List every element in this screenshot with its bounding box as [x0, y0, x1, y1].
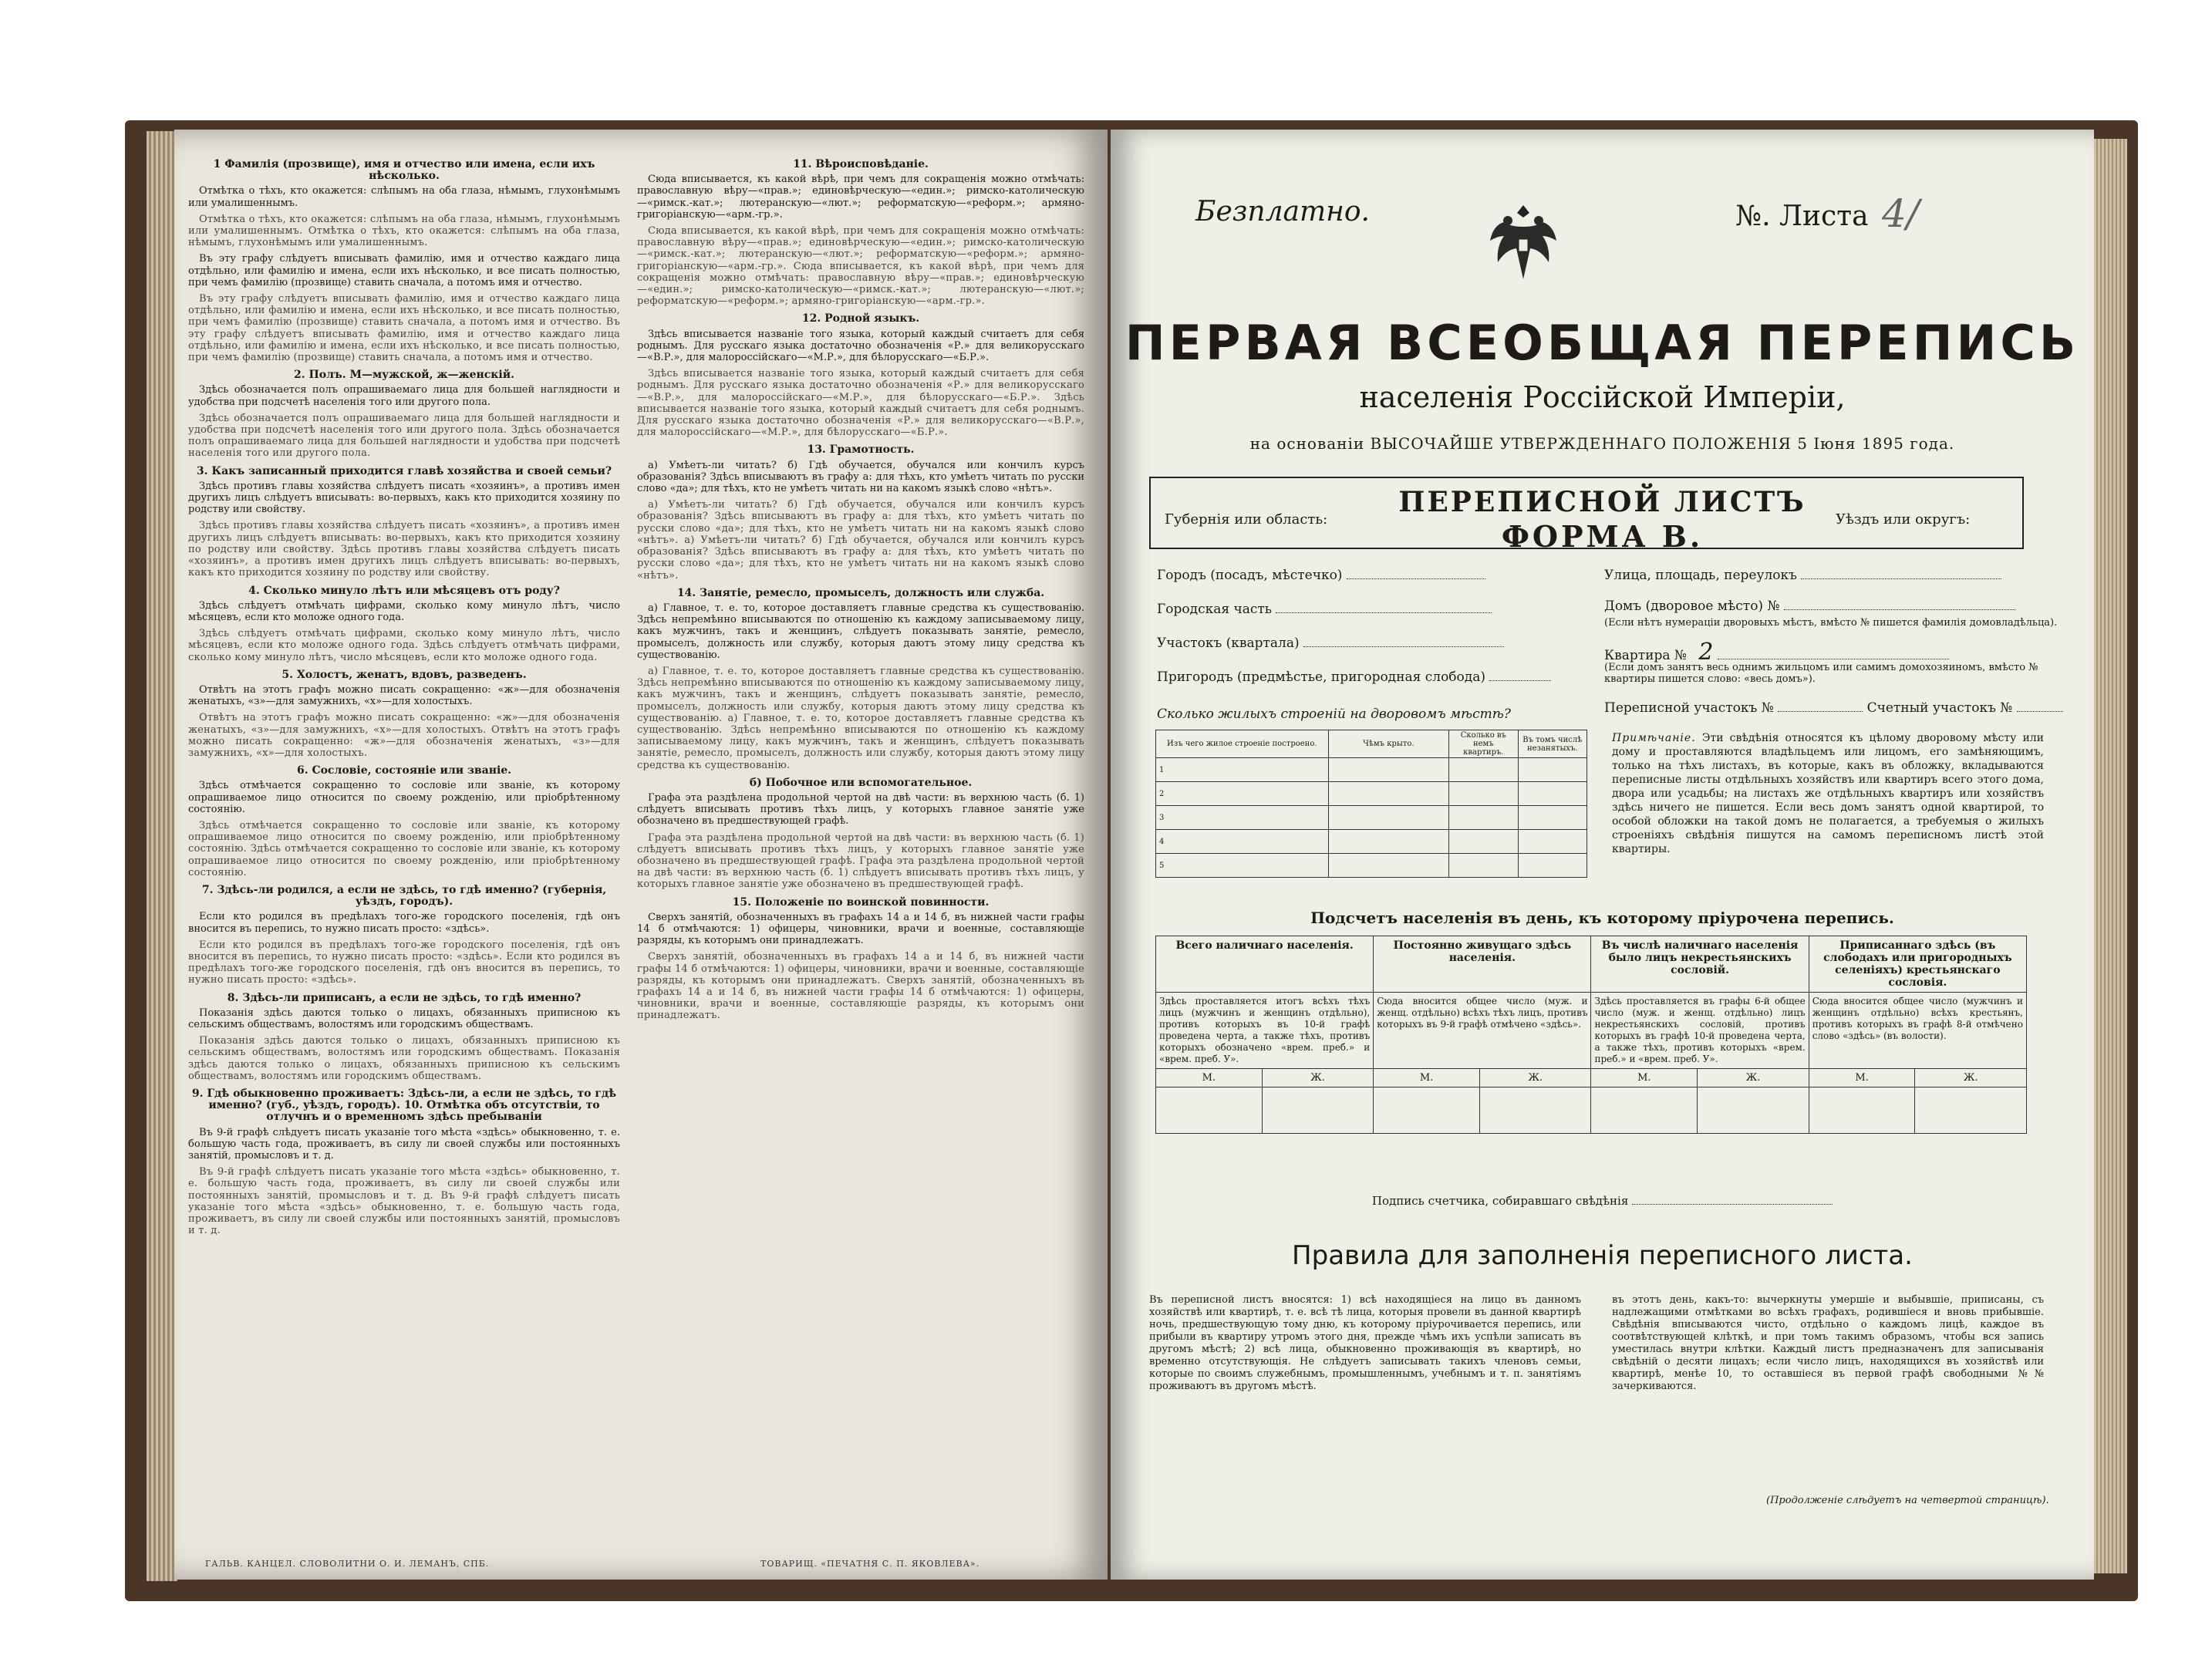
col1-heading: 5. Холостъ, женатъ, вдовъ, разведенъ.	[282, 668, 527, 681]
enumerator-signature: Подпись счетчика, собиравшаго свѣдѣнія	[1111, 1194, 2094, 1208]
table-cell	[1262, 1087, 1374, 1134]
col1-paragraph: Здѣсь противъ главы хозяйства слѣдуетъ писать «хозяинъ», а противъ имен другихъ лицъ слѣдуетъ вписывать: во-первыхъ, какъ кто приходится хозяину по родству или свойству.	[188, 480, 620, 516]
free-label: Безплатно.	[1195, 196, 1370, 228]
gubernia-label: Губернія или область:	[1165, 511, 1328, 528]
note-title: Примѣчаніе.	[1612, 732, 1696, 744]
table1-header: Изъ чего жилое строеніе построено.	[1156, 730, 1329, 758]
col1-paragraph-continued: Отмѣтка о тѣхъ, кто окажется: слѣпымъ на оба глаза, нѣмымъ, глухонѣмымъ или умалишеннымъ. Отмѣтка о тѣхъ, кто окажется: слѣпымъ на оба глаза, нѣмымъ, глухонѣмымъ или умалишеннымъ.	[188, 213, 620, 249]
right-page	[1111, 130, 2094, 1580]
table-cell	[1698, 1087, 1809, 1134]
table-cell	[1518, 782, 1587, 806]
table-cell	[1449, 758, 1518, 782]
col1-paragraph: Здѣсь слѣдуетъ отмѣчать цифрами, сколько кому минуло лѣтъ, число мѣсяцевъ, если кто моложе одного года.	[188, 599, 620, 623]
row-number: 3	[1156, 806, 1329, 830]
col2-paragraph: Сверхъ занятій, обозначенныхъ въ графахъ 14 а и 14 б, въ нижней части графы 14 б отмѣчаются: 1) офицеры, чиновники, врачи и военные, составляющіе разряды, къ которымъ они принадлежатъ.	[637, 911, 1084, 947]
row-number: 4	[1156, 830, 1329, 854]
instructions-column-2	[637, 153, 1084, 1518]
col2-paragraph: Графа эта раздѣлена продольной чертой на двѣ части: въ верхнюю часть (б. 1) слѣдуетъ вписывать противъ тѣхъ лицъ, у которыхъ главное занятіе уже обозначено въ предшествующей графѣ.	[637, 791, 1084, 828]
col1-heading: 1 Фамилія (прозвище), имя и отчество или имена, если ихъ нѣсколько.	[213, 158, 595, 183]
printer-imprint-right: ТОВАРИЩ. «ПЕЧАТНЯ С. П. ЯКОВЛЕВА».	[760, 1559, 980, 1569]
table2-header: Приписаннаго здѣсь (въ слободахъ или пригородныхъ селеніяхъ) крестьянскаго сословія.	[1809, 936, 2026, 993]
table-cell	[1328, 758, 1449, 782]
col1-paragraph-continued: Здѣсь противъ главы хозяйства слѣдуетъ писать «хозяинъ», а противъ имен другихъ лицъ слѣдуетъ вписывать: во-первыхъ, какъ кто приходится хозяину по родству или свойству. Здѣсь противъ главы хозяйства слѣдуетъ писать «хозяинъ», а противъ имен другихъ лицъ слѣдуетъ вписывать: во-первыхъ, какъ кто приходится хозяину по родству или свойству.	[188, 520, 620, 579]
col1-heading: 3. Какъ записанный приходится главѣ хозяйства и своей семьи?	[196, 464, 612, 477]
table2-description: Здѣсь проставляется въ графы 6-й общее число (муж. и женщ. отдѣльно) лицъ некрестьянскихъ сословій, противъ которыхъ въ графѣ 10-й проведена черта, а также тѣхъ, противъ которыхъ «врем. преб.» и «врем. преб. У».	[1591, 993, 1809, 1069]
col1-heading: 7. Здѣсь-ли родился, а если не здѣсь, то гдѣ именно? (губернія, уѣздъ, городъ).	[201, 883, 607, 909]
col2-paragraph-continued: Здѣсь вписывается названіе того языка, который каждый считаетъ для себя роднымъ. Для русскаго языка достаточно обозначенія «Р.» для великорусскаго—«В.Р.», для малороссійскаго—«М.Р.», для бѣлорусскаго—«Б.Р.». Здѣсь вписывается названіе того языка, который каждый считаетъ для себя роднымъ. Для русскаго языка достаточно обозначенія «Р.» для великорусскаго—«В.Р.», для малороссійскаго—«М.Р.», для бѣлорусскаго—«Б.Р.».	[637, 368, 1084, 439]
buildings-note	[1612, 731, 2044, 856]
form-letter: ФОРМА В.	[1501, 519, 1704, 554]
sex-male-header: М.	[1591, 1069, 1698, 1087]
table-cell	[1156, 1087, 1263, 1134]
sex-female-header: Ж.	[1262, 1069, 1374, 1087]
population-count-title: Подсчетъ населенія въ день, къ которому пріурочена перепись.	[1310, 909, 1894, 927]
table-cell	[1809, 1087, 1915, 1134]
col1-paragraph-continued: Показанія здѣсь даются только о лицахъ, обязанныхъ приписною къ сельскимъ обществамъ, волостямъ или городскимъ обществамъ. Показанія здѣсь даются только о лицахъ, обязанныхъ приписною къ сельскимъ обществамъ, волостямъ или городскимъ обществамъ.	[188, 1035, 620, 1082]
col2-paragraph-continued: Сверхъ занятій, обозначенныхъ въ графахъ 14 а и 14 б, въ нижней части графы 14 б отмѣчаются: 1) офицеры, чиновники, врачи и военные, составляющіе разряды, къ которымъ они принадлежатъ. Сверхъ занятій, обозначенныхъ въ графахъ 14 а и 14 б, въ нижней части графы 14 б отмѣчаются: 1) офицеры, чиновники, врачи и военные, составляющіе разряды, къ которымъ они принадлежатъ.	[637, 951, 1084, 1022]
table-row	[1156, 758, 1587, 782]
table-cell	[1479, 1087, 1591, 1134]
table-row	[1156, 782, 1587, 806]
page-subtitle: населенія Россійской Имперіи,	[1359, 380, 1846, 414]
house-note: (Если нѣтъ нумераціи дворовыхъ мѣстъ, вмѣсто № пишется фамилія домовладѣльца).	[1604, 617, 2058, 629]
col2-paragraph-continued: а) Главное, т. е. то, которое доставляетъ главные средства къ существованію. Здѣсь непремѣнно вписываются по отношенію къ каждому записываемому лицу, какъ мужчинъ, такъ и женщинъ, слѣдуетъ показывать занятіе, ремесло, промыселъ, должность или службу, которыя даютъ этому лицу средства къ существованію. а) Главное, т. е. то, которое доставляетъ главные средства къ существованію. Здѣсь непремѣнно вписываются по отношенію къ каждому записываемому лицу, какъ мужчинъ, такъ и женщинъ, слѣдуетъ показывать занятіе, ремесло, промыселъ, должность или службу, которыя даютъ этому лицу средства къ существованію.	[637, 665, 1084, 771]
rules-text-left: Въ переписной листъ вносятся: 1) всѣ находящіеся на лицо въ данномъ хозяйствѣ или квартирѣ, т. е. всѣ тѣ лица, которыя провели въ данной квартирѣ ночь, предшествующую тому дню, къ которому пріурочивается перепись, или прибыли въ квартиру утромъ этого дня, прежде чѣмъ ихъ успѣли записать въ другомъ мѣстѣ; 2) всѣ лица, обыкновенно проживающія въ квартирѣ, но временно отсутствующія. Не слѣдуетъ записывать такихъ членовъ семьи, которые по своимъ служебнымъ, промышленнымъ, учебнымъ и т. п. занятіямъ проживаютъ въ другомъ мѣстѣ.	[1149, 1294, 1581, 1392]
street-field: Улица, площадь, переулокъ	[1604, 568, 2067, 583]
table1-header: Въ томъ числѣ незанятыхъ.	[1518, 730, 1587, 758]
sex-female-header: Ж.	[1479, 1069, 1591, 1087]
row-number: 1	[1156, 758, 1329, 782]
population-count-table	[1155, 936, 2027, 1134]
col1-paragraph-continued: Въ эту графу слѣдуетъ вписывать фамилію, имя и отчество каждаго лица отдѣльно, или фамилію и имена, если ихъ нѣсколько, и все писать полностью, при чемъ фамилію (прозвище) ставить сначала, а потомъ имя и отчество. Въ эту графу слѣдуетъ вписывать фамилію, имя и отчество каждаго лица отдѣльно, или фамилію и имена, если ихъ нѣсколько, и все писать полностью, при чемъ фамилію (прозвище) ставить сначала, а потомъ имя и отчество.	[188, 293, 620, 364]
uezd-label: Уѣздъ или округъ:	[1836, 511, 1971, 528]
sex-male-header: М.	[1809, 1069, 1915, 1087]
table-cell	[1374, 1087, 1480, 1134]
table-cell	[1328, 782, 1449, 806]
col2-heading: 15. Положеніе по воинской повинности.	[732, 895, 990, 909]
table-row	[1156, 854, 1587, 878]
col2-heading: 12. Родной языкъ.	[801, 312, 920, 325]
col1-heading: 9. Гдѣ обыкновенно проживаетъ: Здѣсь-ли, а если не здѣсь, то гдѣ именно? (губ., уѣздъ, городъ). 10. Отмѣтка объ отсутствіи, то отлучнъ и о временномъ здѣсь пребываніи	[191, 1087, 617, 1124]
col1-paragraph-continued: Если кто родился въ предѣлахъ того-же городского поселенія, гдѣ онъ вносится въ перепись, то нужно писать просто: «здѣсь». Если кто родился въ предѣлахъ того-же городского поселенія, гдѣ онъ вносится въ перепись, то нужно писать просто: «здѣсь».	[188, 939, 620, 986]
census-district-field: Переписной участокъ № Счетный участокъ №	[1604, 700, 2082, 716]
col2-paragraph-continued: Графа эта раздѣлена продольной чертой на двѣ части: въ верхнюю часть (б. 1) слѣдуетъ вписывать противъ тѣхъ лицъ, у которыхъ главное занятіе уже обозначено въ предшествующей графѣ. Графа эта раздѣлена продольной чертой на двѣ части: въ верхнюю часть (б. 1) слѣдуетъ вписывать противъ тѣхъ лицъ, у которыхъ главное занятіе уже обозначено въ предшествующей графѣ.	[637, 831, 1084, 891]
table1-header: Чѣмъ крыто.	[1328, 730, 1449, 758]
col2-heading: 13. Грамотность.	[807, 443, 915, 457]
col2-paragraph: а) Главное, т. е. то, которое доставляетъ главные средства къ существованію. Здѣсь непремѣнно вписываются по отношенію къ каждому записываемому лицу, какъ мужчинъ, такъ и женщинъ, слѣдуетъ показывать занятіе, ремесло, промыселъ, должность или службу, которыя даютъ этому лицу средства къ существованію.	[637, 602, 1084, 661]
table-cell	[1518, 830, 1587, 854]
table-cell	[1328, 806, 1449, 830]
city-field: Городъ (посадъ, мѣстечко)	[1157, 568, 1543, 583]
table-cell	[1449, 782, 1518, 806]
quarter-field: Участокъ (квартала)	[1157, 636, 1543, 651]
suburb-field: Пригородъ (предмѣстье, пригородная слобода)	[1157, 669, 1589, 685]
col1-heading: 6. Сословіе, состояніе или званіе.	[296, 764, 512, 777]
page-stack-left	[147, 131, 177, 1581]
table2-header: Всего наличнаго населенія.	[1156, 936, 1374, 993]
table-cell	[1591, 1087, 1698, 1134]
col1-paragraph: Въ 9-й графѣ слѣдуетъ писать указаніе того мѣста «здѣсь» обыкновенно, т. е. большую часть года, проживаетъ, въ силу ли своей службы или постоянныхъ занятій, промысловъ и т. д.	[188, 1126, 620, 1162]
row-number: 5	[1156, 854, 1329, 878]
table2-header: Постоянно живущаго здѣсь населенія.	[1374, 936, 1591, 993]
col2-paragraph: а) Умѣетъ-ли читать? б) Гдѣ обучается, обучался или кончилъ курсъ образованія? Здѣсь вписываютъ въ графу а: для тѣхъ, кто умѣетъ читать по русски слово «да»; для тѣхъ, кто не умѣетъ читать ни на какомъ языкѣ слово «нѣтъ».	[637, 459, 1084, 495]
table-cell	[1449, 854, 1518, 878]
col1-paragraph-continued: Въ 9-й графѣ слѣдуетъ писать указаніе того мѣста «здѣсь» обыкновенно, т. е. большую часть года, проживаетъ, въ силу ли своей службы или постоянныхъ занятій, промысловъ и т. д. Въ 9-й графѣ слѣдуетъ писать указаніе того мѣста «здѣсь» обыкновенно, т. е. большую часть года, проживаетъ, въ силу ли своей службы или постоянныхъ занятій, промысловъ и т. д.	[188, 1166, 620, 1237]
table-row	[1156, 806, 1587, 830]
col1-paragraph: Въ эту графу слѣдуетъ вписывать фамилію, имя и отчество каждаго лица отдѣльно, или фамилію и имена, если ихъ нѣсколько, и все писать полностью, при чемъ фамилію (прозвище) ставить сначала, а потомъ имя и отчество.	[188, 253, 620, 288]
apartment-note: (Если домъ занятъ весь однимъ жильцомъ или самимъ домохозяиномъ, вмѣсто № квартиры пишется слово: «весь домъ»).	[1604, 662, 2038, 685]
sex-male-header: М.	[1374, 1069, 1480, 1087]
double-headed-eagle-icon	[1481, 199, 1566, 292]
col1-heading: 8. Здѣсь-ли приписанъ, а если не здѣсь, то гдѣ именно?	[227, 991, 582, 1004]
legal-basis: на основаніи ВЫСОЧАЙШЕ УТВЕРЖДЕННАГО ПОЛОЖЕНІЯ 5 Іюня 1895 года.	[1249, 434, 1955, 453]
printer-imprint-left: ГАЛЬВ. КАНЦЕЛ. СЛОВОЛИТНИ О. И. ЛЕМАНЪ, СПБ.	[205, 1559, 490, 1569]
note-text: Эти свѣдѣнія относятся къ цѣлому дворовому мѣсту или дому и проставляются владѣльцемъ или лицомъ, его замѣняющимъ, только на тѣхъ листахъ, въ которые, какъ въ обложку, вкладываются переписные листы отдѣльныхъ хозяйствъ или квартиръ всего этого дома, двора или усадьбы; на листахъ же отдѣльныхъ квартиръ или хозяйствъ здѣсь ничего не пишется. Если весь домъ занятъ одной квартирой, то особой обложки на такой домъ не полагается, а требуемыя о жилыхъ строеніяхъ свѣдѣнія пишутся на самомъ переписномъ листѣ этой квартиры.	[1612, 732, 2045, 855]
sheet-number-label: №. Листа	[1735, 201, 1869, 232]
table2-description: Сюда вносится общее число (муж. и женщ. отдѣльно) всѣхъ тѣхъ лицъ, противъ которыхъ въ 9-й графѣ отмѣчено «здѣсь».	[1374, 993, 1591, 1069]
apartment-value-handwritten: 2	[1698, 639, 1714, 666]
table-cell	[1449, 830, 1518, 854]
table1-header: Сколько въ немъ квартиръ.	[1449, 730, 1518, 758]
col2-paragraph-continued: Сюда вписывается, къ какой вѣрѣ, при чемъ для сокращенія можно отмѣчать: православную вѣру—«прав.»; единовѣрческую—«един.»; римско-католическую—«римск.-кат.»; лютеранскую—«лют.»; реформатскую—«реформ.»; армяно-григоріанскую—«арм.-гр.». Сюда вписывается, къ какой вѣрѣ, при чемъ для сокращенія можно отмѣчать: православную вѣру—«прав.»; единовѣрческую—«един.»; римско-католическую—«римск.-кат.»; лютеранскую—«лют.»; реформатскую—«реформ.»; армяно-григоріанскую—«арм.-гр.».	[637, 225, 1084, 308]
sex-female-header: Ж.	[1698, 1069, 1809, 1087]
col1-heading: 2. Полъ. М—мужской, ж—женскій.	[294, 369, 514, 382]
table-cell	[1328, 854, 1449, 878]
table2-description: Сюда вносится общее число (мужчинъ и женщинъ отдѣльно) всѣхъ крестьянъ, противъ которыхъ въ графѣ 8-й отмѣчено слово «здѣсь» (въ волости).	[1809, 993, 2026, 1069]
rules-text-right: въ этотъ день, какъ-то: вычеркнуты умершіе и выбывшіе, приписаны, съ надлежащими отмѣтками во всѣхъ графахъ, родившіеся и вновь прибывшіе. Свѣдѣнія вписываются чисто, отдѣльно о каждомъ лицѣ, каждое въ соотвѣтствующей клѣткѣ, и при томъ такимъ образомъ, чтобы вся запись уместилась внутри клѣтки. Каждый листъ предназначенъ для записыванія свѣдѣній о десяти лицахъ; если число лицъ, находящихся въ хозяйствѣ или квартирѣ, менѣе 10, то оставшіеся въ первой графѣ свободными №№ зачеркиваются.	[1612, 1294, 2044, 1392]
left-page	[174, 130, 1108, 1580]
rules-continuation: (Продолженіе слѣдуетъ на четвертой страницѣ).	[1766, 1495, 2049, 1506]
table-cell	[1518, 854, 1587, 878]
col1-paragraph: Здѣсь отмѣчается сокращенно то сословіе или званіе, къ которому опрашиваемое лицо относится по своему рожденію, или пріобрѣтенному состоянію.	[188, 780, 620, 815]
col1-paragraph-continued: Здѣсь слѣдуетъ отмѣчать цифрами, сколько кому минуло лѣтъ, число мѣсяцевъ, если кто моложе одного года. Здѣсь слѣдуетъ отмѣчать цифрами, сколько кому минуло лѣтъ, число мѣсяцевъ, если кто моложе одного года.	[188, 628, 620, 663]
sex-male-header: М.	[1156, 1069, 1263, 1087]
buildings-table	[1155, 730, 1587, 878]
buildings-question: Сколько жилыхъ строеній на дворовомъ мѣстѣ?	[1157, 706, 1511, 722]
table2-header: Въ числѣ наличнаго населенія было лицъ некрестьянскихъ сословій.	[1591, 936, 1809, 993]
table-row	[1156, 830, 1587, 854]
city-district-field: Городская часть	[1157, 602, 1543, 617]
col1-paragraph: Отвѣтъ на этотъ графъ можно писать сокращенно: «ж»—для обозначенія женатыхъ, «з»—для замужнихъ, «х»—для холостыхъ.	[188, 683, 620, 708]
house-field: Домъ (дворовое мѣсто) №	[1604, 599, 2067, 614]
row-number: 2	[1156, 782, 1329, 806]
sheet-number-handwritten: 4/	[1882, 191, 1920, 236]
col1-paragraph-continued: Отвѣтъ на этотъ графъ можно писать сокращенно: «ж»—для обозначенія женатыхъ, «з»—для замужнихъ, «х»—для холостыхъ. Отвѣтъ на этотъ графъ можно писать сокращенно: «ж»—для обозначенія женатыхъ, «з»—для замужнихъ, «х»—для холостыхъ.	[188, 712, 620, 759]
instructions-column-1	[188, 153, 620, 1518]
col1-heading: 4. Сколько минуло лѣтъ или мѣсяцевъ отъ роду?	[248, 584, 560, 597]
table2-description: Здѣсь проставляется итогъ всѣхъ тѣхъ лицъ (мужчинъ и женщинъ отдѣльно), противъ которыхъ въ 10-й графѣ проведена черта, а также тѣхъ, противъ которыхъ обозначено «врем. преб.» и «врем. преб. У».	[1156, 993, 1374, 1069]
table-cell	[1449, 806, 1518, 830]
col2-heading: б) Побочное или вспомогательное.	[749, 776, 973, 789]
rules-title: Правила для заполненія переписного листа.	[1292, 1240, 1913, 1271]
col1-paragraph-continued: Здѣсь обозначается полъ опрашиваемаго лица для большей наглядности и удобства при подсчетѣ населенія того или другого пола. Здѣсь обозначается полъ опрашиваемаго лица для большей наглядности и удобства при подсчетѣ населенія того или другого пола.	[188, 412, 620, 460]
col2-paragraph: Здѣсь вписывается названіе того языка, который каждый считаетъ для себя роднымъ. Для русскаго языка достаточно обозначенія «Р.» для великорусскаго—«В.Р.», для малороссійскаго—«М.Р.», для бѣлорусскаго—«Б.Р.».	[637, 328, 1084, 364]
apartment-field: Квартира № 2	[1604, 639, 2067, 666]
col2-heading: 14. Занятіе, ремесло, промыселъ, должность или служба.	[676, 586, 1045, 599]
table-cell	[1518, 758, 1587, 782]
page-title: ПЕРВАЯ ВСЕОБЩАЯ ПЕРЕПИСЬ	[1125, 315, 2080, 371]
col2-paragraph: Сюда вписывается, къ какой вѣрѣ, при чемъ для сокращенія можно отмѣчать: православную вѣру—«прав.»; единовѣрческую—«един.»; римско-католическую—«римск.-кат.»; лютеранскую—«лют.»; реформатскую—«реформ.»; армяно-григоріанскую—«арм.-гр.».	[637, 174, 1084, 221]
sex-female-header: Ж.	[1915, 1069, 2027, 1087]
form-title: ПЕРЕПИСНОЙ ЛИСТЪ	[1398, 486, 1806, 518]
col2-heading: 11. Вѣроисповѣданіе.	[793, 158, 929, 170]
page-stack-right	[2090, 139, 2127, 1573]
col1-paragraph: Показанія здѣсь даются только о лицахъ, обязанныхъ приписною къ сельскимъ обществамъ, волостямъ или городскимъ обществамъ.	[188, 1007, 620, 1030]
col1-paragraph: Отмѣтка о тѣхъ, кто окажется: слѣпымъ на оба глаза, нѣмымъ, глухонѣмымъ или умалишеннымъ.	[188, 185, 620, 209]
col1-paragraph-continued: Здѣсь отмѣчается сокращенно то сословіе или званіе, къ которому опрашиваемое лицо относится по своему рожденію, или пріобрѣтенному состоянію. Здѣсь отмѣчается сокращенно то сословіе или званіе, къ которому опрашиваемое лицо относится по своему рожденію, или пріобрѣтенному состоянію.	[188, 819, 620, 878]
table-cell	[1518, 806, 1587, 830]
col1-paragraph: Если кто родился въ предѣлахъ того-же городского поселенія, гдѣ онъ вносится въ перепись, то нужно писать просто: «здѣсь».	[188, 911, 620, 935]
col1-paragraph: Здѣсь обозначается полъ опрашиваемаго лица для большей наглядности и удобства при подсчетѣ населенія того или другого пола.	[188, 384, 620, 408]
col2-paragraph-continued: а) Умѣетъ-ли читать? б) Гдѣ обучается, обучался или кончилъ курсъ образованія? Здѣсь вписываютъ въ графу а: для тѣхъ, кто умѣетъ читать по русски слово «да»; для тѣхъ, кто не умѣетъ читать ни на какомъ языкѣ слово «нѣтъ». а) Умѣетъ-ли читать? б) Гдѣ обучается, обучался или кончилъ курсъ образованія? Здѣсь вписываютъ въ графу а: для тѣхъ, кто умѣетъ читать по русски слово «да»; для тѣхъ, кто не умѣетъ читать ни на какомъ языкѣ слово «нѣтъ».	[637, 499, 1084, 582]
table-cell	[1915, 1087, 2027, 1134]
table-cell	[1328, 830, 1449, 854]
